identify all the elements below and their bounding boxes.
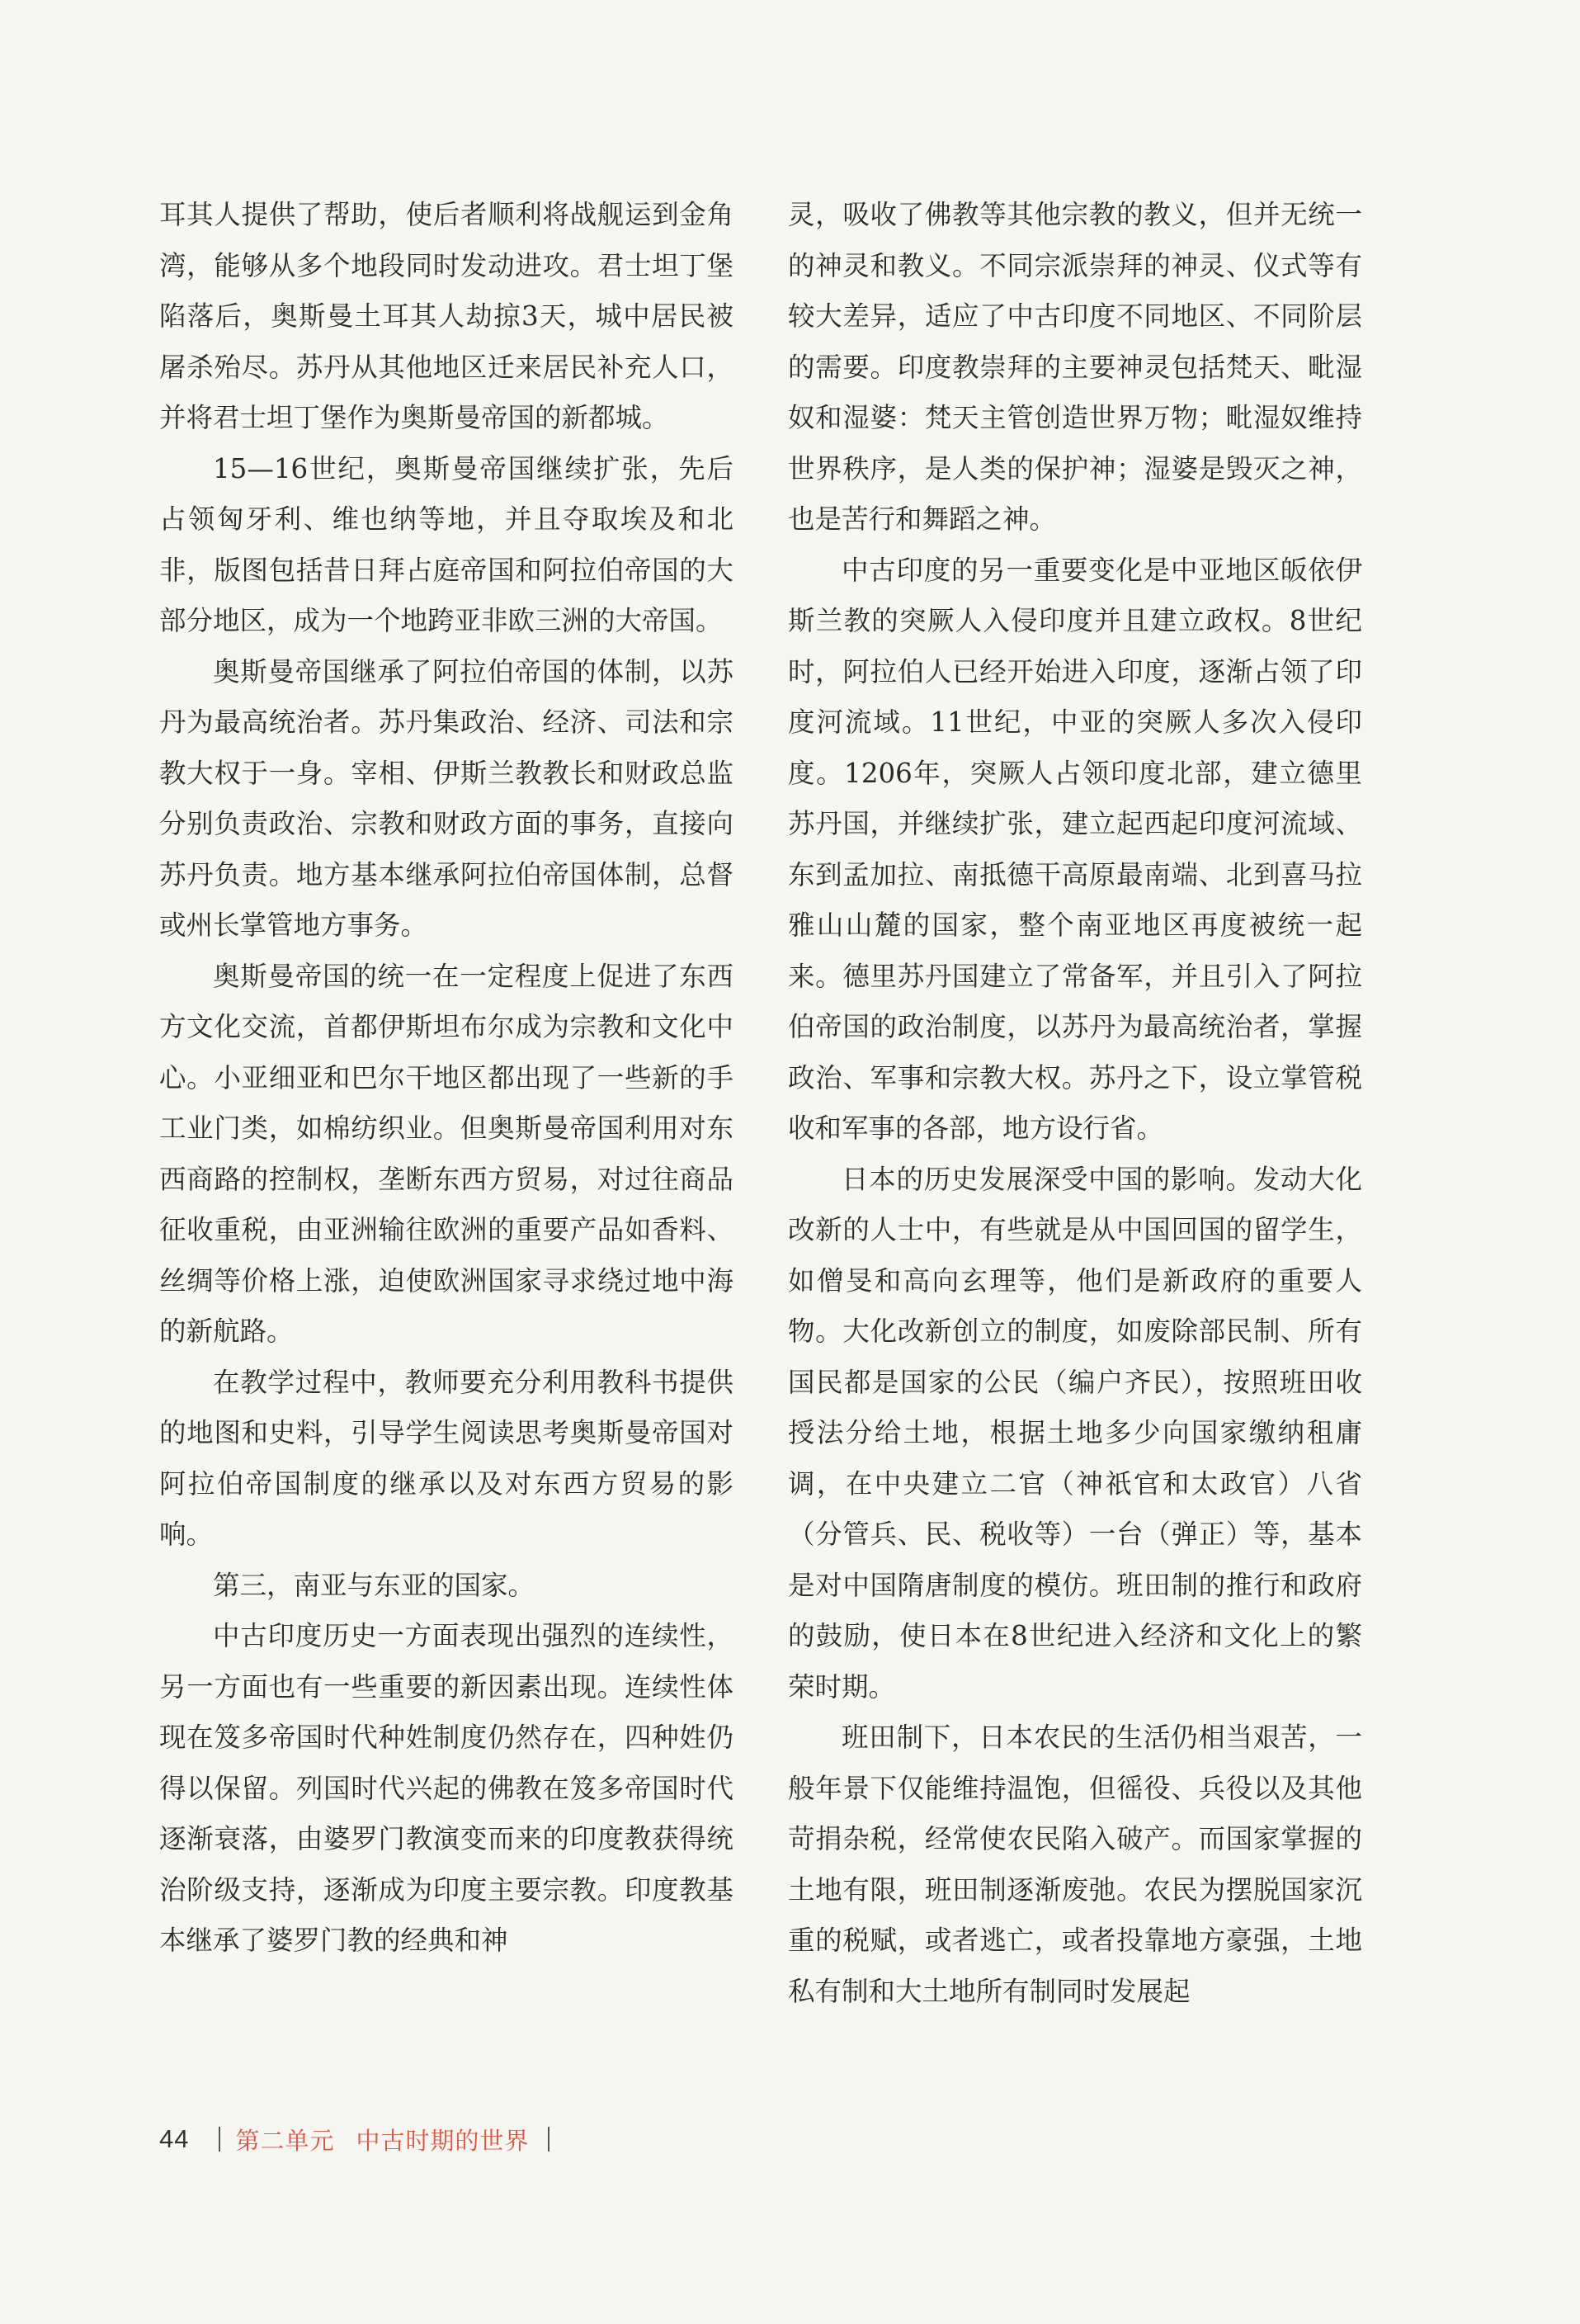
left-column (159, 190, 733, 1967)
paragraph: 中古印度的另一重要变化是中亚地区皈依伊斯兰教的突厥人入侵印度并且建立政权。8世纪时，阿拉伯人已经开始进入印度，逐渐占领了印度河流域。11世纪，中亚的突厥人多次入侵印度。1206年，突厥人占领印度北部，建立德里苏丹国，并继续扩张，建立起西起印度河流域、东到孟加拉、南抵德干高原最南端、北到喜马拉雅山山麓的国家，整个南亚地区再度被统一起来。德里苏丹国建立了常备军，并且引入了阿拉伯帝国的政治制度，以苏丹为最高统治者，掌握政治、军事和宗教大权。苏丹之下，设立掌管税收和军事的各部，地方设行省。 (788, 554, 1362, 1144)
paragraph: 奥斯曼帝国的统一在一定程度上促进了东西方文化交流，首都伊斯坦布尔成为宗教和文化中心。小亚细亚和巴尔干地区都出现了一些新的手工业门类，如棉纺织业。但奥斯曼帝国利用对东西商路的控制权，垄断东西方贸易，对过往商品征收重税，由亚洲输往欧洲的重要产品如香料、丝绸等价格上涨，迫使欧洲国家寻求绕过地中海的新航路。 (159, 960, 733, 1347)
paragraph: 灵，吸收了佛教等其他宗教的教义，但并无统一的神灵和教义。不同宗派崇拜的神灵、仪式等有较大差异，适应了中古印度不同地区、不同阶层的需要。印度教崇拜的主要神灵包括梵天、毗湿奴和湿婆：梵天主管创造世界万物；毗湿奴维持世界秩序，是人类的保护神；湿婆是毁灭之神，也是苦行和舞蹈之神。 (788, 199, 1362, 535)
right-column (788, 190, 1362, 2017)
paragraph: 中古印度历史一方面表现出强烈的连续性，另一方面也有一些重要的新因素出现。连续性体现在笈多帝国时代种姓制度仍然存在，四种姓仍得以保留。列国时代兴起的佛教在笈多帝国时代逐渐衰落，由婆罗门教演变而来的印度教获得统治阶级支持，逐渐成为印度主要宗教。印度教基本继承了婆罗门教的经典和神 (159, 1620, 733, 1956)
page-footer (159, 2119, 549, 2159)
footer-divider (548, 2127, 549, 2152)
unit-label: 第二单元 (235, 2128, 335, 2155)
section-heading: 第三，南亚与东亚的国家。 (213, 1569, 535, 1601)
paragraph: 在教学过程中，教师要充分利用教科书提供的地图和史料，引导学生阅读思考奥斯曼帝国对阿拉伯帝国制度的继承以及对东西方贸易的影响。 (159, 1366, 733, 1550)
paragraph: 奥斯曼帝国继承了阿拉伯帝国的体制，以苏丹为最高统治者。苏丹集政治、经济、司法和宗教大权于一身。宰相、伊斯兰教教长和财政总监分别负责政治、宗教和财政方面的事务，直接向苏丹负责。地方基本继承阿拉伯帝国体制，总督或州长掌管地方事务。 (159, 655, 733, 941)
paragraph: 班田制下，日本农民的生活仍相当艰苦，一般年景下仅能维持温饱，但徭役、兵役以及其他苛捐杂税，经常使农民陷入破产。而国家掌握的土地有限，班田制逐渐废弛。农民为摆脱国家沉重的税赋，或者逃亡，或者投靠地方豪强，土地私有制和大土地所有制同时发展起 (788, 1722, 1362, 2007)
paragraph: 日本的历史发展深受中国的影响。发动大化改新的人士中，有些就是从中国回国的留学生，如僧旻和高向玄理等，他们是新政府的重要人物。大化改新创立的制度，如废除部民制、所有国民都是国家的公民（编户齐民），按照班田收授法分给土地，根据土地多少向国家缴纳租庸调，在中央建立二官（神祇官和太政官）八省（分管兵、民、税收等）一台（弹正）等，基本是对中国隋唐制度的模仿。班田制的推行和政府的鼓励，使日本在8世纪进入经济和文化上的繁荣时期。 (788, 1163, 1362, 1703)
page-number: 44 (159, 2124, 190, 2153)
paragraph: 耳其人提供了帮助，使后者顺利将战舰运到金角湾，能够从多个地段同时发动进攻。君士坦丁堡陷落后，奥斯曼土耳其人劫掠3天，城中居民被屠杀殆尽。苏丹从其他地区迁来居民补充人口，并将君士坦丁堡作为奥斯曼帝国的新都城。 (159, 199, 733, 433)
unit-title: 中古时期的世界 (356, 2128, 530, 2155)
footer-divider (219, 2127, 220, 2152)
paragraph: 15—16世纪，奥斯曼帝国继续扩张，先后占领匈牙利、维也纳等地，并且夺取埃及和北非，版图包括昔日拜占庭帝国和阿拉伯帝国的大部分地区，成为一个地跨亚非欧三洲的大帝国。 (159, 452, 733, 636)
